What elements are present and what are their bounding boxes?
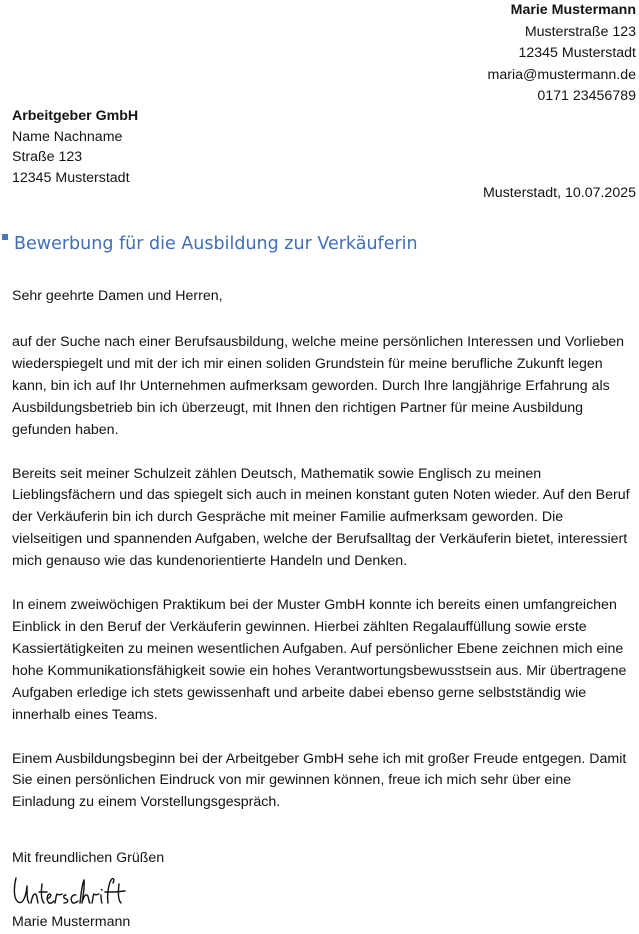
- body-paragraph-4: Einem Ausbildungsbeginn bei der Arbeitgeber GmbH sehe ich mit großer Freude entgegen. Damit Sie einen persönlichen Eindruck von mir gewinnen können, freue ich mich sehr über eine Einladung zu einem Vorstellungsgespräch.: [12, 750, 627, 811]
- salutation: Sehr geehrte Damen und Herren,: [12, 288, 223, 304]
- recipient-city: 12345 Musterstadt: [12, 169, 130, 186]
- letter-date: Musterstadt, 10.07.2025: [482, 185, 636, 201]
- subject-marker: [2, 234, 8, 240]
- sender-block: [488, 0, 636, 108]
- body-paragraph-2: Bereits seit meiner Schulzeit zählen Deutsch, Mathematik sowie Englisch zu meinen Lieblingsfächern und das spiegelt sich auch in meinen konstant guten Noten wieder. Auf den Beruf der Verkäuferin bin ich durch Gespräche mit meiner Familie aufmerksam geworden. Die vielseitigen und spannenden Aufgaben, welche der Berufsalltag der Verkäuferin bietet, interessiert mich genauso wie das kundenorientierte Handeln und Denken.: [12, 465, 630, 570]
- recipient-block: [12, 106, 138, 188]
- subject-line: [2, 230, 622, 260]
- handwritten-signature: [10, 872, 130, 914]
- sender-phone: 0171 23456789: [537, 88, 636, 104]
- recipient-contact: Name Nachname: [12, 128, 123, 145]
- letter-body: [12, 332, 636, 836]
- closing-phrase: Mit freundlichen Grüßen: [12, 850, 165, 866]
- body-paragraph-1: auf der Suche nach einer Berufsausbildung, welche meine persönlichen Interessen und Vorlieben wiederspiegelt und mit der ich mir einen soliden Grundstein für meine berufliche Zukunft legen kann, bin ich auf Ihr Unternehmen aufmerksam geworden. Durch Ihre langjährige Erfahrung als Ausbildungsbetrieb bin ich überzeugt, mit Ihnen den richtigen Partner für meine Ausbildung gefunden haben.: [12, 334, 625, 438]
- signer-name: Marie Mustermann: [12, 914, 131, 930]
- sender-name: Marie Mustermann: [510, 2, 636, 18]
- subject-heading: Bewerbung für die Ausbildung zur Verkäuferin: [14, 234, 418, 254]
- sender-email: maria@mustermann.de: [487, 66, 636, 83]
- sender-street: Musterstraße 123: [524, 23, 636, 40]
- recipient-company: Arbeitgeber GmbH: [12, 108, 139, 124]
- recipient-street: Straße 123: [12, 149, 83, 165]
- sender-city: 12345 Musterstadt: [518, 45, 636, 61]
- body-paragraph-3: In einem zweiwöchigen Praktikum bei der Muster GmbH konnte ich bereits einen umfangreichen Einblick in den Beruf der Verkäuferin gewinnen. Hierbei zählten Regalauffüllung sowie erste Kassiertätigkeiten zu meinen wesentlichen Aufgaben. Auf persönlicher Ebene zeichnen mich eine hohe Kommunikationsfähigkeit sowie ein hohes Verantwortungsbewusstsein aus. Mir übertragene Aufgaben erledige ich stets gewissenhaft und arbeite dabei ebenso gerne selbstständig wie innerhalb eines Teams.: [12, 597, 627, 723]
